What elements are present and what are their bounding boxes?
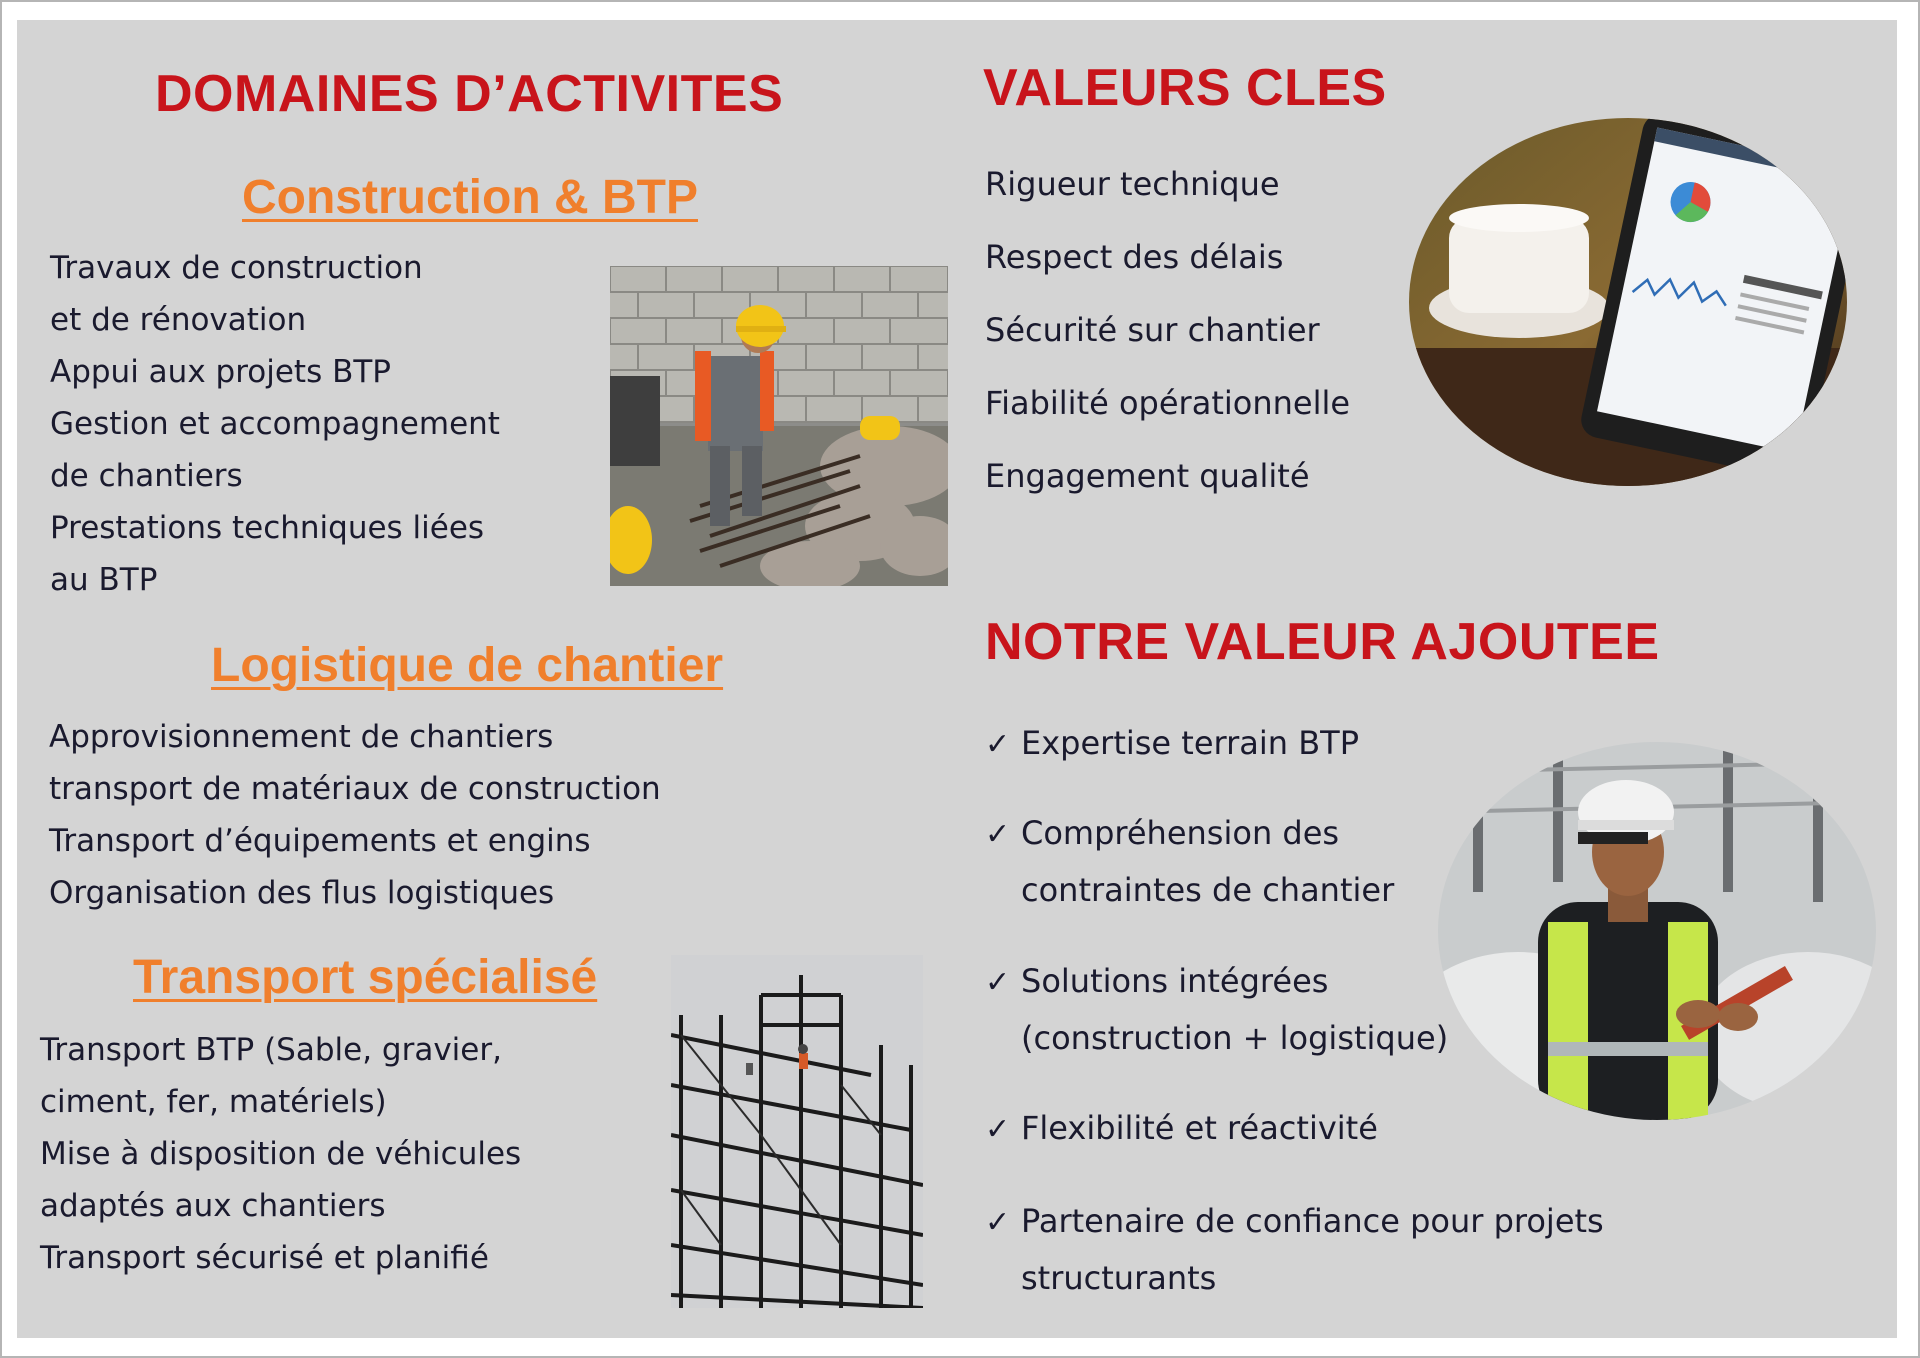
valeur-ajoutee-line: structurants [1021,1259,1217,1297]
transport-line: ciment, fer, matériels) [40,1084,387,1120]
transport-list [40,1024,521,1284]
valeur-item: Respect des délais [985,238,1284,276]
transport-line: adaptés aux chantiers [40,1188,386,1224]
construction-line: au BTP [50,562,158,598]
valeur-item: Engagement qualité [985,457,1310,495]
tablet-chart-photo [1409,118,1847,486]
construction-line: et de rénovation [50,302,307,338]
valeur-ajoutee-item [985,805,1394,919]
check-icon: ✓ [985,817,1011,852]
construction-line: Travaux de construction [50,250,423,286]
valeur-ajoutee-item [985,715,1359,773]
valeur-ajoutee-line: (construction + logistique) [1021,1019,1449,1057]
valeurs-title: VALEURS CLES [983,59,1387,117]
logistique-line: Transport d’équipements et engins [49,823,591,859]
construction-line: Gestion et accompagnement [50,406,500,442]
valeur-ajoutee-line: Compréhension des [1021,814,1340,852]
valeur-item: Fiabilité opérationnelle [985,384,1351,422]
valeur-ajoutee-item [985,1193,1604,1307]
construction-heading: Construction & BTP [242,171,698,224]
construction-list [50,242,500,606]
valeur-item: Sécurité sur chantier [985,311,1320,349]
transport-line: Transport sécurisé et planifié [40,1240,489,1276]
construction-line: Appui aux projets BTP [50,354,391,390]
logistique-heading: Logistique de chantier [211,639,724,692]
valeur-item: Rigueur technique [985,165,1280,203]
logistique-line: transport de matériaux de construction [49,771,661,807]
worker-rebar-photo [610,266,948,586]
valeur-ajoutee-item [985,953,1448,1067]
transport-heading: Transport spécialisé [133,951,598,1004]
construction-line: de chantiers [50,458,243,494]
engineer-clipboard-photo [1438,742,1876,1120]
valeur-ajoutee-item [985,1100,1378,1158]
logistique-list [49,711,661,919]
check-icon: ✓ [985,727,1011,762]
valeur-ajoutee-line: Flexibilité et réactivité [1021,1109,1378,1147]
valeur-ajoutee-line: Partenaire de confiance pour projets [1021,1202,1604,1240]
valeur-ajoutee-line: Solutions intégrées [1021,962,1329,1000]
construction-line: Prestations techniques liées [50,510,485,546]
valeur-ajoutee-line: contraintes de chantier [1021,871,1395,909]
logistique-line: Approvisionnement de chantiers [49,719,554,755]
logistique-line: Organisation des flus logistiques [49,875,555,911]
domaines-title: DOMAINES D’ACTIVITES [155,65,784,123]
valeur-ajoutee-line: Expertise terrain BTP [1021,724,1360,762]
transport-line: Mise à disposition de véhicules [40,1136,522,1172]
check-icon: ✓ [985,1112,1011,1147]
scaffolding-photo [671,955,923,1308]
check-icon: ✓ [985,965,1011,1000]
transport-line: Transport BTP (Sable, gravier, [40,1032,502,1068]
check-icon: ✓ [985,1205,1011,1240]
valeur-ajoutee-title: NOTRE VALEUR AJOUTEE [985,613,1660,671]
valeurs-list [985,148,1350,513]
